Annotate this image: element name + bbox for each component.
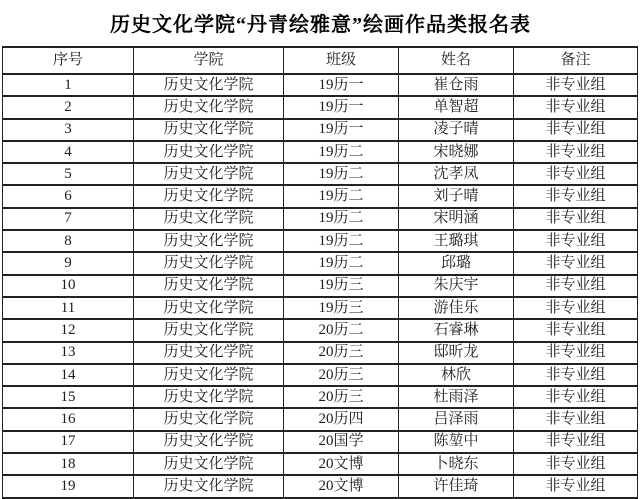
table-row [3, 431, 638, 453]
header-class: 班级 [284, 47, 399, 74]
cell-name: 邸昕龙 [399, 342, 514, 364]
cell-college: 历史文化学院 [134, 475, 284, 497]
table-row [3, 74, 638, 96]
cell-college: 历史文化学院 [134, 342, 284, 364]
cell-name: 朱庆宇 [399, 275, 514, 297]
cell-name: 单智超 [399, 96, 514, 118]
cell-class: 20历三 [284, 342, 399, 364]
table-row [3, 342, 638, 364]
cell-remark: 非专业组 [514, 141, 638, 163]
cell-remark: 非专业组 [514, 74, 638, 96]
cell-index: 17 [3, 431, 134, 453]
table-row [3, 119, 638, 141]
cell-college: 历史文化学院 [134, 386, 284, 408]
cell-index: 10 [3, 275, 134, 297]
cell-college: 历史文化学院 [134, 185, 284, 207]
table-body [3, 74, 638, 498]
cell-college: 历史文化学院 [134, 208, 284, 230]
cell-name: 宋晓娜 [399, 141, 514, 163]
cell-class: 20历三 [284, 386, 399, 408]
cell-index: 15 [3, 386, 134, 408]
cell-name: 吕泽雨 [399, 408, 514, 430]
header-remark: 备注 [514, 47, 638, 74]
cell-remark: 非专业组 [514, 431, 638, 453]
cell-name: 沈孝凤 [399, 163, 514, 185]
cell-index: 16 [3, 408, 134, 430]
cell-remark: 非专业组 [514, 364, 638, 386]
registration-table [2, 46, 638, 499]
table-row [3, 275, 638, 297]
cell-college: 历史文化学院 [134, 163, 284, 185]
cell-name: 卜晓东 [399, 453, 514, 475]
cell-index: 19 [3, 475, 134, 497]
cell-college: 历史文化学院 [134, 141, 284, 163]
cell-college: 历史文化学院 [134, 119, 284, 141]
table-row [3, 208, 638, 230]
cell-index: 11 [3, 297, 134, 319]
cell-class: 20历四 [284, 408, 399, 430]
cell-remark: 非专业组 [514, 408, 638, 430]
cell-index: 6 [3, 185, 134, 207]
cell-class: 19历二 [284, 252, 399, 274]
cell-college: 历史文化学院 [134, 364, 284, 386]
cell-class: 20历三 [284, 364, 399, 386]
cell-remark: 非专业组 [514, 208, 638, 230]
cell-index: 14 [3, 364, 134, 386]
cell-index: 18 [3, 453, 134, 475]
cell-remark: 非专业组 [514, 275, 638, 297]
cell-index: 2 [3, 96, 134, 118]
cell-remark: 非专业组 [514, 475, 638, 497]
cell-college: 历史文化学院 [134, 297, 284, 319]
cell-name: 宋明涵 [399, 208, 514, 230]
header-index: 序号 [3, 47, 134, 74]
cell-index: 13 [3, 342, 134, 364]
cell-class: 19历二 [284, 208, 399, 230]
cell-college: 历史文化学院 [134, 408, 284, 430]
cell-remark: 非专业组 [514, 386, 638, 408]
table-row [3, 297, 638, 319]
table-row [3, 453, 638, 475]
header-name: 姓名 [399, 47, 514, 74]
cell-remark: 非专业组 [514, 96, 638, 118]
cell-college: 历史文化学院 [134, 453, 284, 475]
table-row [3, 96, 638, 118]
cell-remark: 非专业组 [514, 185, 638, 207]
cell-class: 19历一 [284, 74, 399, 96]
cell-name: 林欣 [399, 364, 514, 386]
table-row [3, 230, 638, 252]
cell-college: 历史文化学院 [134, 252, 284, 274]
cell-class: 19历二 [284, 185, 399, 207]
cell-remark: 非专业组 [514, 297, 638, 319]
cell-name: 石睿琳 [399, 319, 514, 341]
cell-name: 凌子晴 [399, 119, 514, 141]
cell-index: 1 [3, 74, 134, 96]
cell-class: 19历一 [284, 119, 399, 141]
cell-college: 历史文化学院 [134, 431, 284, 453]
cell-class: 20国学 [284, 431, 399, 453]
cell-college: 历史文化学院 [134, 319, 284, 341]
cell-name: 杜雨泽 [399, 386, 514, 408]
cell-class: 19历二 [284, 163, 399, 185]
cell-class: 20历二 [284, 319, 399, 341]
cell-college: 历史文化学院 [134, 275, 284, 297]
header-college: 学院 [134, 47, 284, 74]
cell-college: 历史文化学院 [134, 230, 284, 252]
cell-remark: 非专业组 [514, 453, 638, 475]
cell-index: 9 [3, 252, 134, 274]
table-row [3, 475, 638, 497]
table-row [3, 319, 638, 341]
table-row [3, 141, 638, 163]
cell-class: 19历二 [284, 230, 399, 252]
cell-remark: 非专业组 [514, 252, 638, 274]
cell-index: 5 [3, 163, 134, 185]
cell-name: 王璐琪 [399, 230, 514, 252]
cell-class: 19历二 [284, 141, 399, 163]
table-row [3, 185, 638, 207]
cell-name: 崔仓雨 [399, 74, 514, 96]
cell-class: 20文博 [284, 453, 399, 475]
cell-index: 4 [3, 141, 134, 163]
table-header [3, 47, 638, 74]
header-row [3, 47, 638, 74]
cell-index: 8 [3, 230, 134, 252]
cell-name: 游佳乐 [399, 297, 514, 319]
cell-name: 陈堃中 [399, 431, 514, 453]
table-row [3, 408, 638, 430]
cell-remark: 非专业组 [514, 163, 638, 185]
page-title: 历史文化学院“丹青绘雅意”绘画作品类报名表 [110, 14, 531, 36]
cell-name: 许佳琦 [399, 475, 514, 497]
cell-index: 7 [3, 208, 134, 230]
cell-college: 历史文化学院 [134, 74, 284, 96]
table-row [3, 252, 638, 274]
cell-class: 19历三 [284, 275, 399, 297]
cell-class: 19历一 [284, 96, 399, 118]
cell-class: 19历三 [284, 297, 399, 319]
table-row [3, 386, 638, 408]
cell-remark: 非专业组 [514, 230, 638, 252]
cell-index: 3 [3, 119, 134, 141]
table-row [3, 364, 638, 386]
cell-name: 邱璐 [399, 252, 514, 274]
cell-remark: 非专业组 [514, 342, 638, 364]
cell-class: 20文博 [284, 475, 399, 497]
cell-remark: 非专业组 [514, 119, 638, 141]
cell-college: 历史文化学院 [134, 96, 284, 118]
cell-index: 12 [3, 319, 134, 341]
table-row [3, 163, 638, 185]
cell-remark: 非专业组 [514, 319, 638, 341]
cell-name: 刘子晴 [399, 185, 514, 207]
